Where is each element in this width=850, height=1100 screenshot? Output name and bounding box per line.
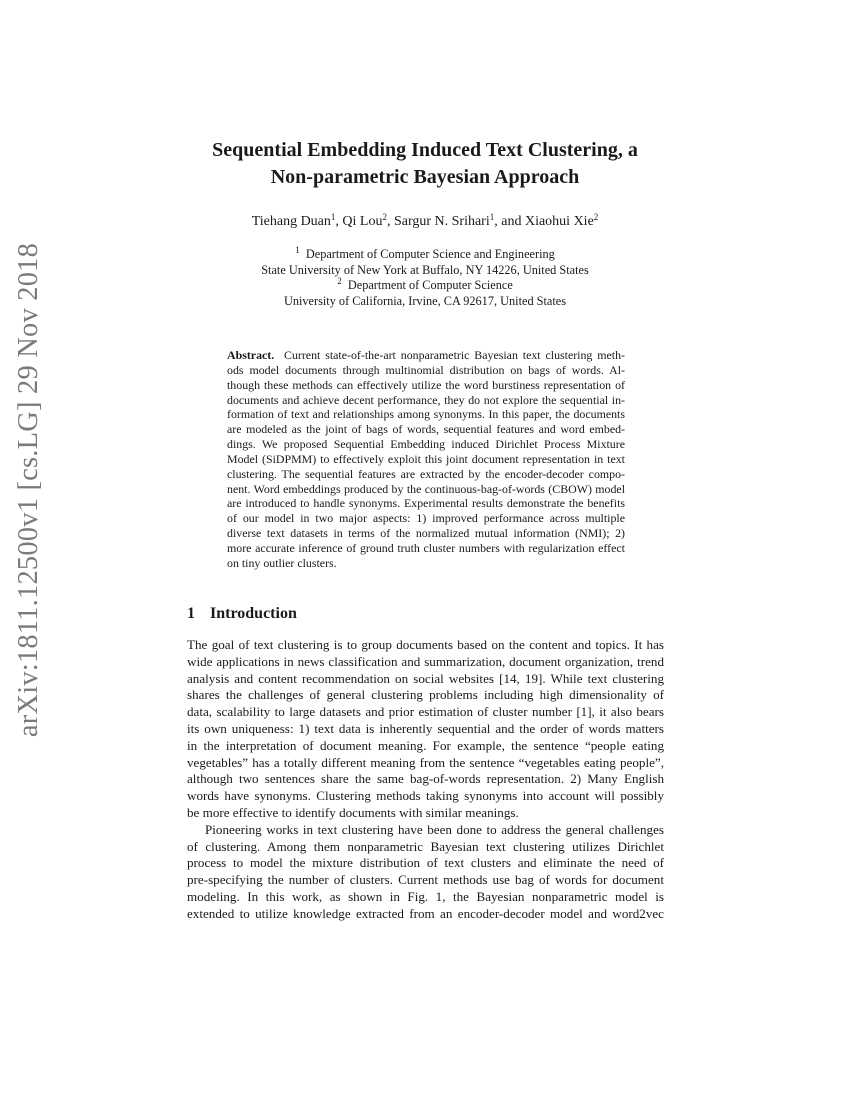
section-heading (187, 605, 297, 623)
arxiv-stamp: arXiv:1811.12500v1 [cs.LG] 29 Nov 2018 (13, 242, 44, 738)
abstract-line: formation of text and relationships among synonyms. In this paper, the documents (227, 407, 625, 422)
body-line: extended to utilize knowledge extracted from an encoder-decoder model and word2vec (187, 905, 664, 921)
author-name: Qi Lou (342, 214, 383, 229)
body-line: vegetables” has a totally different meaning from the sentence “vegetables eating people”, (187, 754, 664, 770)
body-line: words have synonyms. Clustering methods taking synonyms into account will possibly (187, 788, 664, 804)
affiliation-dept: $^1$ Department of Computer Science and Engineering (295, 245, 555, 261)
abstract-line: documents and achieve decent performance, they do not explore the sequential in- (227, 392, 625, 407)
body-line: data, scalability to large datasets and prior estimation of cluster number [1], it also bears (187, 704, 664, 720)
author-name: Xiaohui Xie (524, 214, 594, 229)
affiliation-address: University of California, Irvine, CA 92617, United States (283, 293, 567, 308)
author-affiliation-mark: 1 (489, 212, 495, 222)
body-line: be more effective to identify documents with similar meanings. (187, 804, 519, 820)
abstract-line: nent. Word embeddings produced by the continuous-bag-of-words (CBOW) model (227, 481, 625, 496)
body-line: Pioneering works in text clustering have been done to address the general challenges (205, 821, 664, 837)
abstract-line: Abstract. Current state-of-the-art nonparametric Bayesian text clustering meth- (227, 348, 625, 362)
author-affiliation-mark: 2 (593, 212, 599, 222)
abstract-label: Abstract. (227, 348, 275, 362)
abstract-line: are introduced to handle synonyms. Experimental results demonstrate the benefits (227, 496, 625, 511)
body-line: analysis and content recommendation on social websites [14, 19]. While text clustering (187, 670, 664, 686)
abstract-line: clustering. The sequential features are extracted by the encoder-decoder compo- (227, 466, 625, 481)
body-line: modeling. In this work, as shown in Fig. 1, the Bayesian nonparametric model is (187, 888, 664, 904)
abstract-line: ods model documents through multinomial distribution on bags of words. Al- (227, 362, 625, 377)
abstract-line: dings. We proposed Sequential Embedding induced Dirichlet Process Mixture (227, 437, 625, 452)
abstract-line: are modeled as the joint of bags of words, sequential features and word embed- (227, 422, 625, 437)
author-affiliation-mark: 2 (382, 212, 387, 222)
affiliations (150, 247, 700, 309)
author-list: Tiehang Duan$^1$, Qi Lou$^2$, Sargur N. Srihari$^1$, and Xiaohui Xie$^2$ (251, 212, 599, 229)
affiliation-dept: $^2$ Department of Computer Science (337, 276, 513, 293)
author-name: Tiehang Duan (251, 214, 331, 229)
body-line: in the interpretation of document meaning. For example, the sentence “people eating (187, 737, 664, 753)
abstract-line: of our model in two major aspects: 1) improved performance across multiple (227, 511, 625, 526)
affiliation-address: State University of New York at Buffalo, NY 14226, United States (261, 262, 589, 277)
body-text (187, 637, 664, 923)
author-name: Sargur N. Srihari (393, 214, 490, 229)
body-line: process to model the mixture distribution of text clusters and eliminate the need of (187, 855, 664, 871)
body-line: The goal of text clustering is to group documents based on the content and topics. It has (187, 637, 664, 652)
abstract-line: more accurate inference of ground truth cluster numbers with regularization effect (227, 540, 625, 555)
body-line: its own uniqueness: 1) text data is inherently sequential and the order of words matters (187, 720, 664, 736)
body-line: pre-specifying the number of clusters. Current methods use bag of words for document (187, 872, 664, 888)
abstract-line: Model (SiDPMM) to effectively exploit this joint document representation in text (227, 451, 625, 466)
section-number: 1 (187, 605, 195, 622)
section-title: Introduction (210, 605, 297, 622)
title-line: Sequential Embedding Induced Text Clustering, a (212, 139, 638, 161)
abstract (227, 348, 625, 571)
body-line: wide applications in news classification and summarization, document organization, trend (187, 653, 664, 669)
abstract-line: on tiny outlier clusters. (227, 555, 337, 570)
abstract-line: though these methods can effectively utilize the word burstiness representation of (227, 377, 625, 392)
abstract-line: diverse text datasets in terms of the normalized mutual information (NMI); 2) (227, 526, 625, 541)
body-line: although two sentences share the same bag-of-words representation. 2) Many English (187, 771, 664, 787)
title-line: Non-parametric Bayesian Approach (270, 166, 580, 188)
body-line: shares the challenges of general clustering problems including high dimensionality of (187, 687, 664, 703)
body-line: of clustering. Among them nonparametric Bayesian text clustering utilizes Dirichlet (187, 838, 664, 854)
paper-title (150, 137, 700, 191)
author-affiliation-mark: 1 (330, 212, 336, 222)
